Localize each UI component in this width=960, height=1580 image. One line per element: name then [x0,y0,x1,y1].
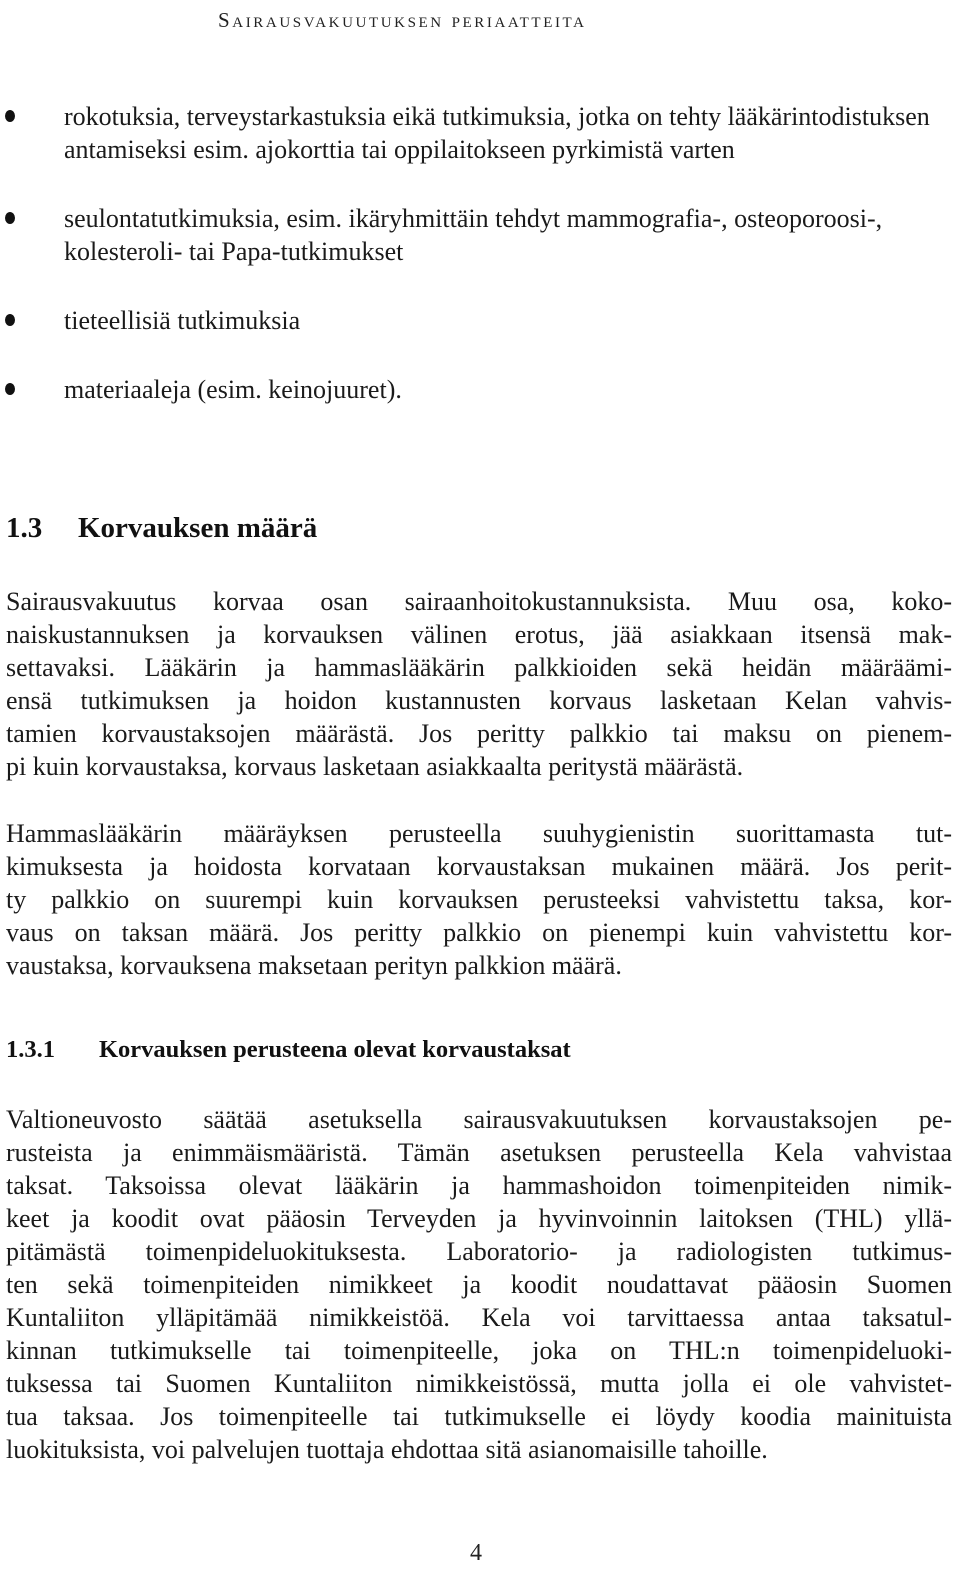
text-line: pitämästä toimenpideluokituksesta. Laboratorio- ja radiologisten tutkimus- [6,1237,952,1266]
text-line: Kuntaliiton ylläpitämää nimikkeistöä. Kela voi tarvittaessa antaa taksatul- [6,1303,952,1332]
bullet-icon [5,110,15,122]
text-line: ensä tutkimuksen ja hoidon kustannusten korvaus lasketaan Kelan vahvis- [6,686,952,715]
list-item [0,202,960,268]
text-line: vaus on taksan määrä. Jos peritty palkkio on pienempi kuin vahvistettu kor- [6,918,952,947]
text-line: settavaksi. Lääkärin ja hammaslääkärin palkkioiden sekä heidän määräämi- [6,653,952,682]
text-line: rusteista ja enimmäismääristä. Tämän asetuksen perusteella Kela vahvistaa [6,1138,952,1167]
bullet-icon [5,314,15,326]
text-line: tua taksaa. Jos toimenpiteelle tai tutkimukselle ei löydy koodia mainituista [6,1402,952,1431]
paragraph-dental-hygienist [6,817,952,982]
text-line: pi kuin korvaustaksa, korvaus lasketaan asiakkaalta peritystä määrästä. [6,752,744,781]
text-line: ty palkkio on suurempi kuin korvauksen perusteeksi vahvistettu taksa, kor- [6,885,952,914]
paragraph-compensation-amount [6,585,952,783]
text-line: ten sekä toimenpiteiden nimikkeet ja koodit noudattavat pääosin Suomen [6,1270,952,1299]
text-line: Sairausvakuutus korvaa osan sairaanhoitokustannuksista. Muu osa, koko- [6,587,952,616]
bullet-icon [5,383,15,395]
subsection-heading [6,1036,571,1064]
exclusion-list [0,100,960,406]
text-line: kinnan tutkimukselle tai toimenpiteelle, joka on THL:n toimenpideluoki- [6,1336,952,1365]
list-item [0,304,960,337]
bullet-icon [5,212,15,224]
text-line: Valtioneuvosto säätää asetuksella sairausvakuutuksen korvaustaksojen pe- [6,1105,952,1134]
text-line: kimuksesta ja hoidosta korvataan korvaustaksan mukainen määrä. Jos perit- [6,852,952,881]
text-line: tamien korvaustaksojen määrästä. Jos peritty palkkio tai maksu on pienem- [6,719,952,748]
text-line: vaustaksa, korvauksena maksetaan perityn palkkion määrä. [6,951,622,980]
text-line: Hammaslääkärin määräyksen perusteella suuhygienistin suorittamasta tut- [6,819,952,848]
section-title: Korvauksen määrä [78,512,318,544]
running-head: Sairausvakuutuksen periaatteita [218,8,587,32]
list-item-text: seulontatutkimuksia, esim. ikäryhmittäin tehdyt mammografia-, osteoporoosi-, kolesteroli- tai Papa-tutkimukset [64,204,883,266]
list-item [0,373,960,406]
paragraph-tariff-basis [6,1103,952,1466]
text-line: luokituksista, voi palvelujen tuottaja ehdottaa sitä asianomaisille tahoille. [6,1435,768,1464]
text-line: keet ja koodit ovat pääosin Terveyden ja hyvinvoinnin laitoksen (THL) yllä- [6,1204,952,1233]
section-heading [6,512,317,545]
subsection-number: 1.3.1 [6,1036,55,1063]
list-item-text: rokotuksia, terveystarkastuksia eikä tutkimuksia, jotka on tehty lääkärintodistuksen antamiseksi esim. ajokorttia tai oppilaitokseen pyrkimistä varten [64,102,930,164]
section-number: 1.3 [6,512,43,544]
list-item-text: materiaaleja (esim. keinojuuret). [64,375,402,404]
list-item-text: tieteellisiä tutkimuksia [64,306,301,335]
text-line: taksat. Taksoissa olevat lääkärin ja hammashoidon toimenpiteiden nimik- [6,1171,952,1200]
text-line: tuksessa tai Suomen Kuntaliiton nimikkeistössä, mutta jolla ei ole vahvistet- [6,1369,952,1398]
list-item [0,100,960,166]
text-line: naiskustannuksen ja korvauksen välinen erotus, jää asiakkaan itsensä mak- [6,620,952,649]
subsection-title: Korvauksen perusteena olevat korvaustaksat [99,1036,571,1063]
page-number: 4 [470,1540,482,1566]
